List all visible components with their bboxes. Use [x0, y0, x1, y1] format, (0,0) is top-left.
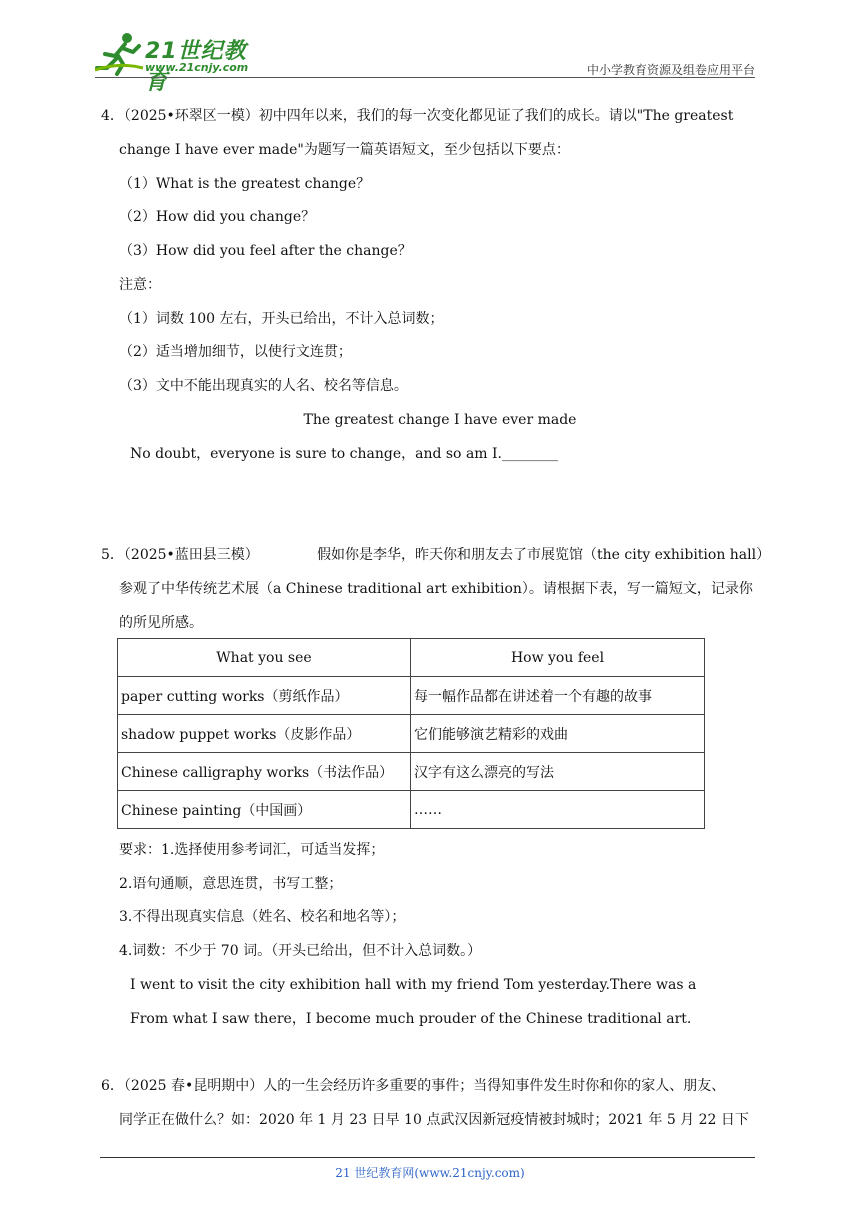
table-cell: 每一幅作品都在讲述着一个有趣的故事: [411, 677, 705, 715]
q4-opening: No doubt，everyone is sure to change，and so am I.________: [130, 446, 558, 462]
q6-line-2: 同学正在做什么？如：2020 年 1 月 23 日早 10 点武汉因新冠疫情被封城时；2021 年 5 月 22 日下: [119, 1112, 749, 1128]
page-header: [95, 30, 755, 95]
logo-url: www.21cnjy.com: [145, 61, 249, 74]
table-header-cell: What you see: [118, 639, 411, 677]
q4-note-1: （1）词数 100 左右，开头已给出，不计入总词数；: [119, 311, 444, 327]
q6-line-1: 6．（2025 春•昆明期中）人的一生会经历许多重要的事件；当得知事件发生时你和你的家人、朋友、: [101, 1078, 726, 1094]
running-man-logo-icon: [95, 30, 145, 76]
q4-line-1: 4．（2025•环翠区一模）初中四年以来，我们的每一次变化都见证了我们的成长。请以"The greatest: [101, 108, 734, 124]
q4-point-1: （1）What is the greatest change？: [119, 176, 371, 192]
q4-point-3: （3）How did you feel after the change？: [119, 243, 412, 259]
table-row: [118, 753, 705, 791]
q5-requirement-3: 3.不得出现真实信息（姓名、校名和地名等）；: [119, 909, 406, 925]
table-header-cell: How you feel: [411, 639, 705, 677]
footer-divider: [100, 1157, 755, 1158]
table-cell: Chinese calligraphy works（书法作品）: [118, 753, 411, 791]
q5-line-1: 假如你是李华，昨天你和朋友去了市展览馆（the city exhibition hall）: [317, 547, 771, 563]
q4-note-2: （2）适当增加细节，以使行文连贯；: [119, 344, 352, 360]
table-row: [118, 677, 705, 715]
q4-essay-title: The greatest change I have ever made: [303, 412, 577, 428]
table-cell: ……: [411, 791, 705, 829]
q4-point-2: （2）How did you change？: [119, 209, 316, 225]
platform-name: 中小学教育资源及组卷应用平台: [586, 63, 755, 77]
logo-text: 21世纪教育: [145, 39, 247, 95]
q4-note-label: 注意：: [119, 277, 161, 293]
q5-closing: From what I saw there，I become much prouder of the Chinese traditional art.: [130, 1011, 692, 1027]
table-cell: 汉字有这么漂亮的写法: [411, 753, 705, 791]
header-divider: [95, 77, 755, 78]
q5-requirement-1: 要求：1.选择使用参考词汇，可适当发挥；: [119, 842, 385, 858]
q5-requirement-2: 2.语句通顺，意思连贯，书写工整；: [119, 876, 343, 892]
q5-opening: I went to visit the city exhibition hall with my friend Tom yesterday.There was a: [130, 977, 697, 993]
footer-link[interactable]: 21 世纪教育网(www.21cnjy.com): [335, 1166, 525, 1180]
table-cell: 它们能够演艺精彩的戏曲: [411, 715, 705, 753]
q4-line-2: change I have ever made"为题写一篇英语短文，至少包括以下要点：: [119, 142, 570, 158]
q5-source: 5．（2025•蓝田县三模）: [101, 547, 259, 563]
table-cell: Chinese painting（中国画）: [118, 791, 411, 829]
table-row: [118, 715, 705, 753]
q5-line-3: 的所见所感。: [119, 615, 203, 631]
table-cell: paper cutting works（剪纸作品）: [118, 677, 411, 715]
site-logo: [95, 30, 265, 95]
table-header-row: [118, 639, 705, 677]
table-row: [118, 791, 705, 829]
q5-table: [117, 638, 705, 829]
q5-requirement-4: 4.词数：不少于 70 词。（开头已给出，但不计入总词数。）: [119, 943, 482, 959]
table-cell: shadow puppet works（皮影作品）: [118, 715, 411, 753]
q5-line-2: 参观了中华传统艺术展（a Chinese traditional art exhibition）。请根据下表，写一篇短文，记录你: [119, 581, 753, 597]
q4-note-3: （3）文中不能出现真实的人名、校名等信息。: [119, 378, 408, 394]
